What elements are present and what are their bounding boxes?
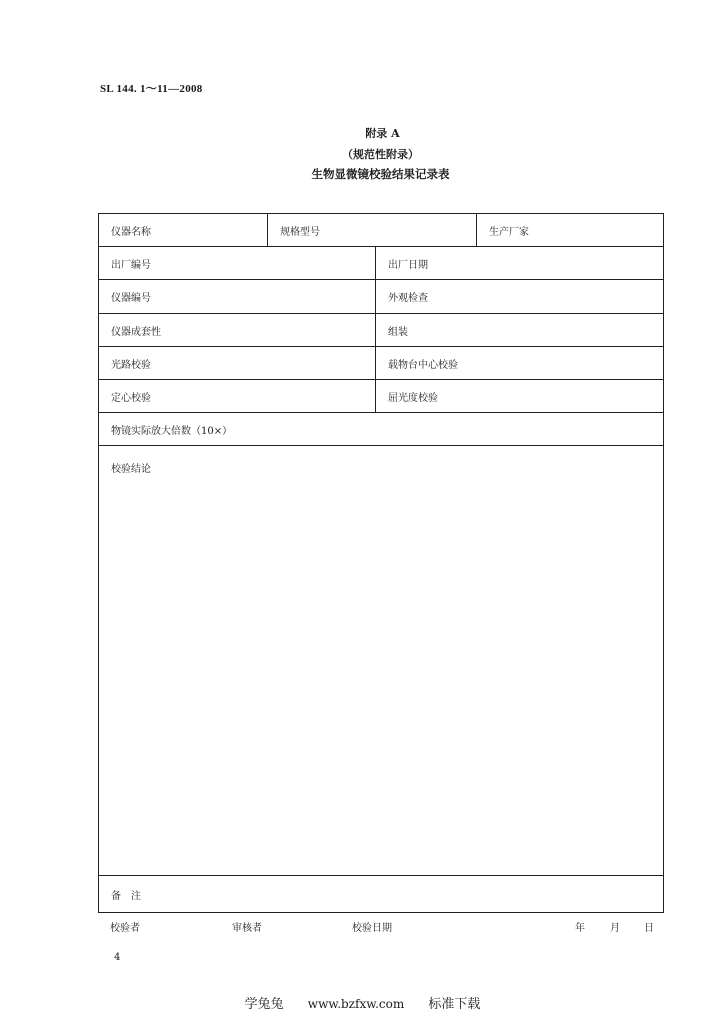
record-form-table	[98, 213, 664, 913]
stage-center-label: 载物台中心校验	[388, 359, 458, 371]
remarks-cell[interactable]	[99, 876, 663, 912]
table-row	[99, 876, 663, 912]
optical-path-cell[interactable]	[99, 347, 375, 379]
remarks-label: 备 注	[111, 890, 141, 902]
conclusion-label: 校验结论	[111, 464, 151, 475]
stage-center-cell[interactable]	[375, 347, 663, 379]
form-title: 生物显微镜校验结果记录表	[311, 167, 450, 181]
centering-cell[interactable]	[99, 380, 375, 412]
page-number: 4	[114, 952, 121, 963]
appearance-check-label: 外观检查	[388, 293, 428, 304]
day-label: 日	[644, 923, 654, 934]
instrument-number-cell[interactable]	[99, 280, 375, 313]
table-row	[99, 247, 663, 280]
document-code: SL 144. 1～11—2008	[100, 83, 203, 95]
instrument-name-cell[interactable]	[99, 214, 267, 246]
appearance-check-cell[interactable]	[375, 280, 663, 313]
reviewer-label: 审核者	[232, 923, 262, 934]
table-row	[99, 280, 663, 314]
diopter-label: 屈光度校验	[388, 392, 438, 404]
centering-label: 定心校验	[111, 392, 151, 404]
factory-number-cell[interactable]	[99, 247, 375, 279]
completeness-label: 仪器成套性	[111, 326, 161, 338]
assembly-label: 组装	[388, 326, 408, 338]
watermark-tagline: 标准下载	[428, 997, 481, 1012]
completeness-cell[interactable]	[99, 314, 375, 346]
diopter-cell[interactable]	[375, 380, 663, 412]
instrument-name-label: 仪器名称	[111, 226, 151, 238]
table-row	[99, 347, 663, 380]
manufacturer-label: 生产厂家	[489, 226, 529, 238]
magnification-cell[interactable]	[99, 413, 663, 445]
appendix-label: 附录 A	[365, 127, 400, 140]
table-row	[99, 214, 663, 247]
manufacturer-cell[interactable]	[476, 214, 663, 246]
conclusion-area[interactable]	[99, 446, 663, 876]
appendix-type: （规范性附录）	[342, 148, 419, 161]
magnification-label: 物镜实际放大倍数（10×）	[111, 425, 233, 437]
factory-date-label: 出厂日期	[388, 259, 428, 271]
table-row	[99, 380, 663, 413]
watermark-url[interactable]: www.bzfxw.com	[307, 997, 405, 1011]
inspector-label: 校验者	[110, 923, 140, 934]
factory-date-cell[interactable]	[375, 247, 663, 279]
instrument-number-label: 仪器编号	[111, 293, 151, 304]
month-label: 月	[610, 923, 620, 934]
optical-path-label: 光路校验	[111, 359, 151, 371]
watermark-footer	[0, 993, 725, 1012]
year-label: 年	[575, 923, 585, 934]
factory-number-label: 出厂编号	[111, 259, 151, 271]
model-label: 规格型号	[280, 226, 320, 238]
table-row	[99, 413, 663, 446]
model-cell[interactable]	[267, 214, 476, 246]
assembly-cell[interactable]	[375, 314, 663, 346]
signature-row	[98, 919, 664, 933]
table-row	[99, 314, 663, 347]
watermark-site-name: 学兔兔	[244, 997, 284, 1012]
inspection-date-label: 校验日期	[352, 923, 392, 934]
